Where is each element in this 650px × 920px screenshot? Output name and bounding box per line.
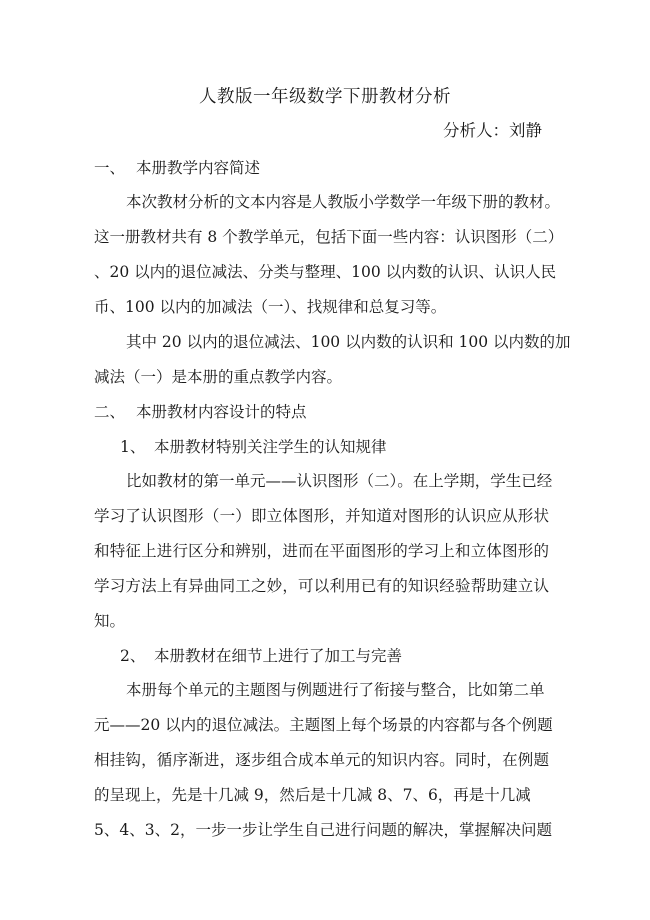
paragraph-line: 这一册教材共有 8 个教学单元，包括下面一些内容：认识图形（二）	[94, 228, 564, 246]
subsection-1-heading: 本册教材特别关注学生的认知规律	[154, 438, 387, 456]
paragraph-line: 其中 20 以内的退位减法、100 以内数的认识和 100 以内数的加	[126, 333, 571, 351]
document-title: 人教版一年级数学下册教材分析	[199, 87, 451, 107]
paragraph-line: 比如教材的第一单元——认识图形（二）。在上学期，学生已经	[126, 472, 553, 490]
paragraph-line: 相挂钩，循序渐进，逐步组合成本单元的知识内容。同时，在例题	[94, 751, 549, 769]
paragraph-line: 本次教材分析的文本内容是人教版小学数学一年级下册的教材。	[126, 193, 561, 211]
paragraph-line: 、20 以内的退位减法、分类与整理、100 以内数的认识、认识人民	[94, 263, 557, 281]
paragraph-line: 币、100 以内的加减法（一）、找规律和总复习等。	[94, 298, 447, 316]
document-author: 分析人：刘静	[443, 121, 542, 140]
paragraph-line: 学习方法上有异曲同工之妙，可以利用已有的知识经验帮助建立认	[94, 577, 549, 595]
paragraph-line: 元——20 以内的退位减法。主题图上每个场景的内容都与各个例题	[94, 716, 553, 734]
paragraph-line: 的呈现上，先是十几减 9，然后是十几减 8、7、6，再是十几减	[94, 786, 531, 804]
paragraph-line: 知。	[94, 612, 126, 630]
section-1-heading: 本册教学内容简述	[136, 159, 261, 177]
subsection-1-number: 1、	[120, 438, 146, 456]
paragraph-line: 本册每个单元的主题图与例题进行了衔接与整合，比如第二单	[126, 681, 545, 699]
paragraph-line: 减法（一）是本册的重点教学内容。	[94, 368, 343, 386]
subsection-2-number: 2、	[120, 647, 146, 665]
section-1-number: 一、	[94, 159, 126, 177]
subsection-2-heading: 本册教材在细节上进行了加工与完善	[154, 647, 403, 665]
paragraph-line: 学习了认识图形（一）即立体图形，并知道对图形的认识应从形状	[94, 507, 549, 525]
paragraph-line: 和特征上进行区分和辨别，进而在平面图形的学习上和立体图形的	[94, 542, 549, 560]
paragraph-line: 5、4、3、2，一步一步让学生自己进行问题的解决，掌握解决问题	[94, 821, 552, 839]
section-2-number: 二、	[94, 403, 126, 421]
section-2-heading: 本册教材内容设计的特点	[136, 403, 307, 421]
